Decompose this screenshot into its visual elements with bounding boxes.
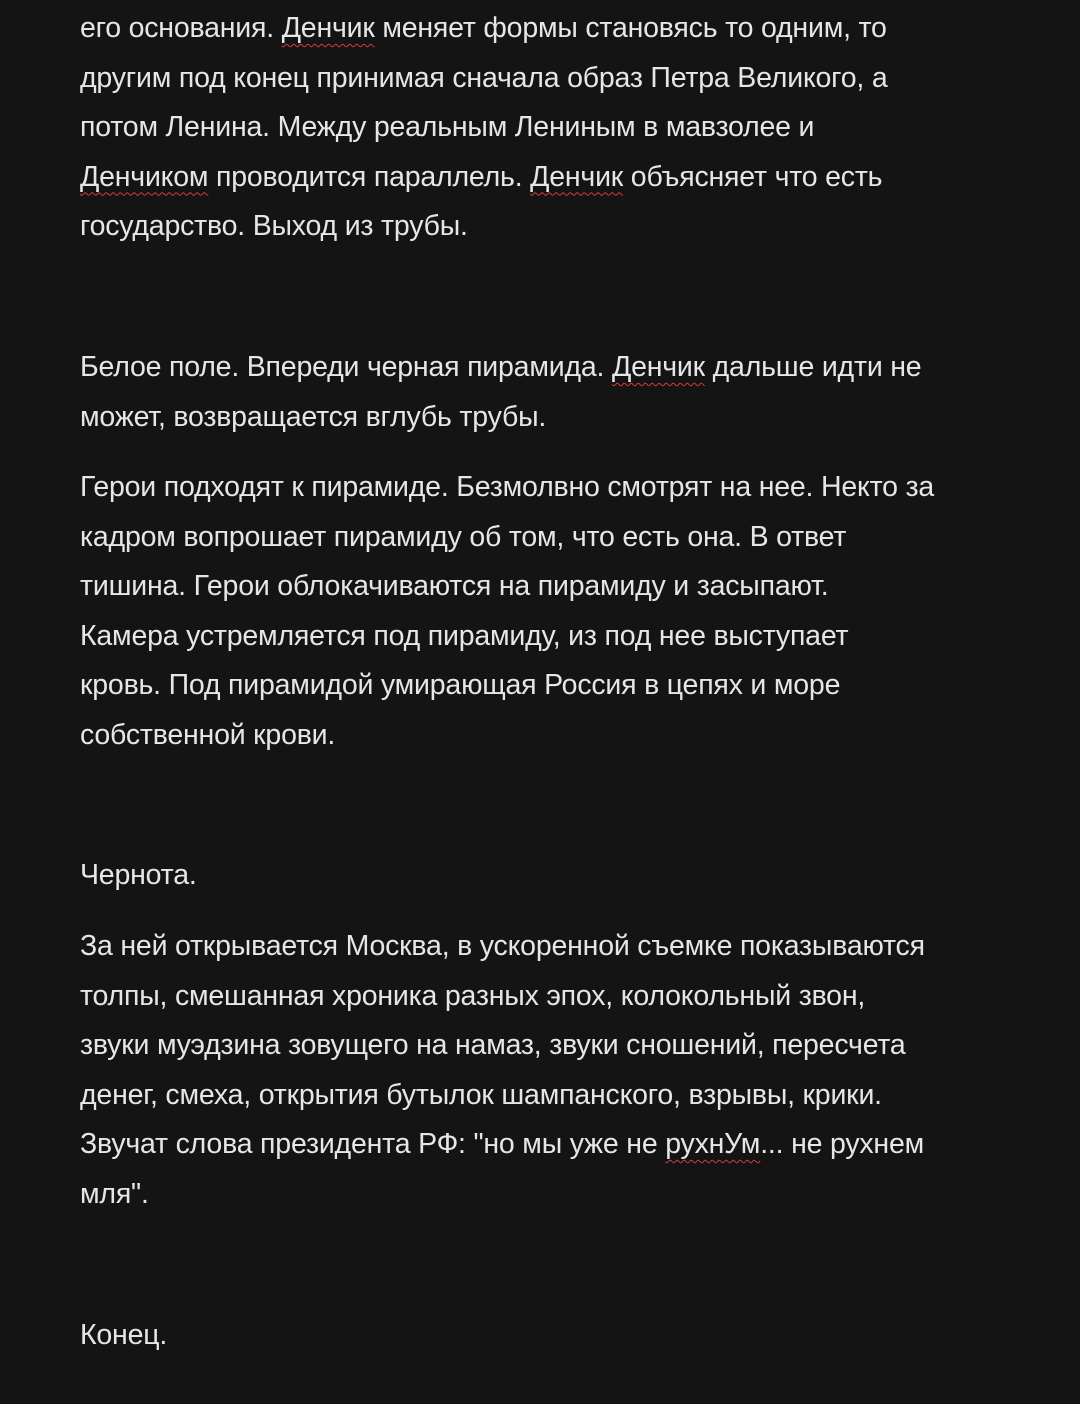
text-line: Герои подходят к пирамиде. Безмолвно смотрят на нее. Некто за [80, 471, 935, 503]
text-line: За ней открывается Москва, в ускоренной съемке показываются [80, 930, 925, 962]
text-line: потом Ленина. Между реальным Лениным в мавзолее и [80, 111, 815, 143]
text-line: мля". [80, 1177, 149, 1210]
text-line: собственной крови. [80, 718, 336, 751]
misspelled-word[interactable]: Денчик [611, 351, 705, 383]
text-line [80, 153, 888, 203]
text-line: может, возвращается вглубь трубы. [80, 400, 547, 433]
misspelled-word[interactable]: Денчик [281, 12, 375, 44]
text-line: Камера устремляется под пирамиду, из под нее выступает [80, 619, 849, 652]
paragraph-1 [80, 4, 888, 252]
text-run: Белое поле. Впереди черная пирамида. [80, 351, 612, 383]
misspelled-word[interactable]: рухнУм [665, 1128, 761, 1160]
text-line: государство. Выход из трубы. [80, 210, 468, 242]
text-line: звуки муэдзина зовущего на намаз, звуки сношений, пересчета [80, 1029, 906, 1061]
text-run: Звучат слова президента РФ: "но мы уже не [80, 1128, 666, 1160]
text-line: другим под конец принимая сначала образ Петра Великого, а [80, 61, 888, 94]
text-line [80, 1120, 925, 1170]
text-run: меняет формы становясь то одним, то [374, 12, 887, 44]
paragraph-6 [80, 1311, 167, 1361]
text-line: тишина. Герои облокачиваются на пирамиду и засыпают. [80, 570, 829, 602]
text-line: денег, смеха, открытия бутылок шампанского, взрывы, крики. [80, 1078, 882, 1111]
text-line: кадром вопрошает пирамиду об том, что есть она. В ответ [80, 520, 847, 553]
text-line [80, 4, 888, 54]
text-run: проводится параллель. [208, 160, 531, 193]
text-run: дальше идти не [704, 351, 922, 383]
text-line [80, 343, 921, 393]
paragraph-4 [80, 851, 197, 901]
text-run: ... не рухнем [760, 1128, 924, 1160]
text-line: Конец. [80, 1319, 168, 1351]
misspelled-word[interactable]: Денчик [530, 160, 624, 193]
text-line: Чернота. [80, 859, 197, 891]
paragraph-2 [80, 343, 921, 442]
paragraph-5 [80, 922, 925, 1219]
text-run: его основания. [80, 12, 282, 44]
text-line: толпы, смешанная хроника разных эпох, колокольный звон, [80, 979, 866, 1012]
misspelled-word[interactable]: Денчиком [80, 160, 209, 193]
text-line: кровь. Под пирамидой умирающая Россия в цепях и море [80, 669, 841, 701]
paragraph-3 [80, 463, 934, 760]
text-run: объясняет что есть [623, 160, 883, 193]
